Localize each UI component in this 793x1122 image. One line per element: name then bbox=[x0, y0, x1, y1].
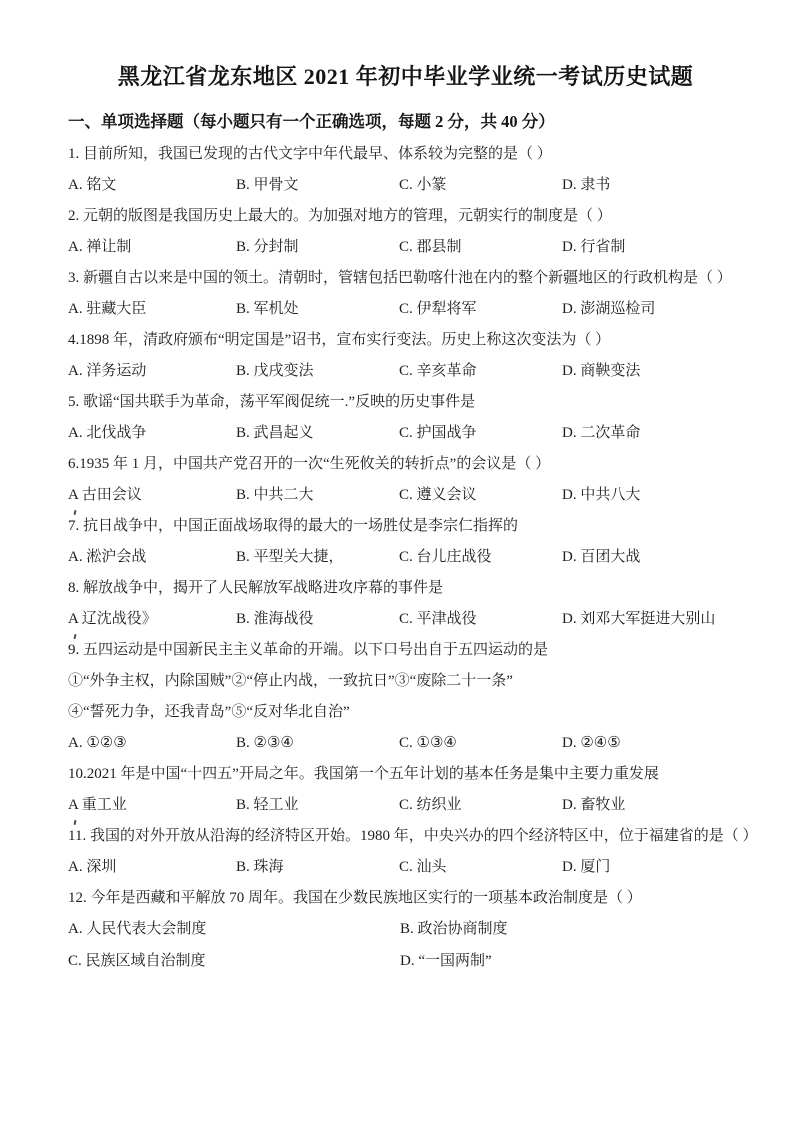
question-5-text: 5. 歌谣“国共联手为革命，荡平军阀促统一.”反映的历史事件是 bbox=[68, 394, 476, 410]
question-1-option-d: D. 隶书 bbox=[562, 177, 611, 193]
scan-speck bbox=[74, 634, 77, 639]
question-6-option-a: A 古田会议 bbox=[68, 487, 142, 503]
question-3-option-d: D. 澎湖巡检司 bbox=[562, 301, 656, 317]
question-7-options bbox=[68, 549, 743, 566]
question-7-option-b: B. 平型关大捷， bbox=[236, 549, 344, 565]
question-4 bbox=[68, 332, 743, 380]
question-3-option-c: C. 伊犁将军 bbox=[399, 301, 477, 317]
question-12-option-b: B. 政治协商制度 bbox=[400, 921, 508, 937]
question-7-option-c: C. 台儿庄战役 bbox=[399, 549, 492, 565]
question-3-option-b: B. 军机处 bbox=[236, 301, 299, 317]
question-7-option-d: D. 百团大战 bbox=[562, 549, 641, 565]
question-11-option-d: D. 厦门 bbox=[562, 859, 611, 875]
question-2-options bbox=[68, 239, 743, 256]
question-11-option-b: B. 珠海 bbox=[236, 859, 284, 875]
question-1-options bbox=[68, 177, 743, 194]
question-11 bbox=[68, 828, 758, 876]
question-7-option-a: A. 淞沪会战 bbox=[68, 549, 147, 565]
question-3-text: 3. 新疆自古以来是中国的领土。清朝时，管辖包括巴勒喀什池在内的整个新疆地区的行政机构是（ ） bbox=[68, 270, 732, 286]
question-4-option-d: D. 商鞅变法 bbox=[562, 363, 641, 379]
question-12-options bbox=[68, 921, 743, 970]
question-8 bbox=[68, 580, 743, 628]
question-9-statements-1: ①“外争主权，内除国贼”②“停止内战，一致抗日”③“废除二十一条” bbox=[68, 673, 513, 689]
question-4-option-b: B. 戊戌变法 bbox=[236, 363, 314, 379]
question-11-options bbox=[68, 859, 743, 876]
question-3 bbox=[68, 270, 743, 318]
question-10-option-c: C. 纺织业 bbox=[399, 797, 462, 813]
question-11-option-c: C. 汕头 bbox=[399, 859, 447, 875]
question-9-text: 9. 五四运动是中国新民主主义革命的开端。以下口号出自于五四运动的是 bbox=[68, 642, 549, 658]
question-9-options bbox=[68, 735, 743, 752]
question-4-text: 4.1898 年，清政府颁布“明定国是”诏书，宣布实行变法。历史上称这次变法为（ ） bbox=[68, 332, 611, 348]
question-3-options bbox=[68, 301, 743, 318]
question-12-option-a: A. 人民代表大会制度 bbox=[68, 921, 207, 937]
question-8-option-a: A 辽沈战役》 bbox=[68, 611, 157, 627]
page-title: 黑龙江省龙东地区 2021 年初中毕业学业统一考试历史试题 bbox=[117, 64, 694, 89]
question-5-option-a: A. 北伐战争 bbox=[68, 425, 147, 441]
question-1 bbox=[68, 146, 743, 194]
scan-speck bbox=[74, 510, 77, 515]
question-8-option-d: D. 刘邓大军挺进大别山 bbox=[562, 611, 716, 627]
question-list bbox=[68, 146, 758, 970]
question-2-option-a: A. 禅让制 bbox=[68, 239, 132, 255]
question-6 bbox=[68, 456, 743, 504]
question-5-option-d: D. 二次革命 bbox=[562, 425, 641, 441]
question-7-text: 7. 抗日战争中，中国正面战场取得的最大的一场胜仗是李宗仁指挥的 bbox=[68, 518, 519, 534]
question-4-option-c: C. 辛亥革命 bbox=[399, 363, 477, 379]
question-12 bbox=[68, 890, 743, 970]
question-8-option-c: C. 平津战役 bbox=[399, 611, 477, 627]
question-1-text: 1. 目前所知，我国已发现的古代文字中年代最早、体系较为完整的是（ ） bbox=[68, 146, 552, 162]
question-10 bbox=[68, 766, 743, 814]
question-6-text: 6.1935 年 1 月，中国共产党召开的一次“生死攸关的转折点”的会议是（ ） bbox=[68, 456, 551, 472]
question-2-option-b: B. 分封制 bbox=[236, 239, 299, 255]
question-9-option-a: A. ①②③ bbox=[68, 735, 127, 751]
question-1-option-b: B. 甲骨文 bbox=[236, 177, 299, 193]
question-1-option-c: C. 小篆 bbox=[399, 177, 447, 193]
question-2-option-c: C. 郡县制 bbox=[399, 239, 462, 255]
question-9-option-b: B. ②③④ bbox=[236, 735, 294, 751]
question-8-options bbox=[68, 611, 743, 628]
question-4-option-a: A. 洋务运动 bbox=[68, 363, 147, 379]
question-8-option-b: B. 淮海战役 bbox=[236, 611, 314, 627]
question-5-option-b: B. 武昌起义 bbox=[236, 425, 314, 441]
question-9-option-c: C. ①③④ bbox=[399, 735, 457, 751]
question-12-option-d: D. “一国两制” bbox=[400, 953, 492, 969]
scan-speck bbox=[74, 820, 77, 825]
question-4-options bbox=[68, 363, 743, 380]
question-10-option-a: A 重工业 bbox=[68, 797, 127, 813]
question-10-option-b: B. 轻工业 bbox=[236, 797, 299, 813]
question-10-options bbox=[68, 797, 743, 814]
question-12-option-c: C. 民族区域自治制度 bbox=[68, 953, 206, 969]
question-1-option-a: A. 铭文 bbox=[68, 177, 117, 193]
question-9-option-d: D. ②④⑤ bbox=[562, 735, 621, 751]
question-6-option-d: D. 中共八大 bbox=[562, 487, 641, 503]
section-heading: 一、单项选择题（每小题只有一个正确选项，每题 2 分，共 40 分） bbox=[68, 112, 555, 131]
question-6-option-b: B. 中共二大 bbox=[236, 487, 314, 503]
question-8-text: 8. 解放战争中，揭开了人民解放军战略进攻序幕的事件是 bbox=[68, 580, 444, 596]
question-5 bbox=[68, 394, 743, 442]
question-6-options bbox=[68, 487, 743, 504]
question-10-option-d: D. 畜牧业 bbox=[562, 797, 626, 813]
question-6-option-c: C. 遵义会议 bbox=[399, 487, 477, 503]
question-2-text: 2. 元朝的版图是我国历史上最大的。为加强对地方的管理，元朝实行的制度是（ ） bbox=[68, 208, 612, 224]
question-3-option-a: A. 驻藏大臣 bbox=[68, 301, 147, 317]
question-5-options bbox=[68, 425, 743, 442]
question-7 bbox=[68, 518, 743, 566]
question-11-text: 11. 我国的对外开放从沿海的经济特区开始。1980 年，中央兴办的四个经济特区中，位于福建省的是（ ） bbox=[68, 828, 758, 844]
question-9 bbox=[68, 642, 743, 752]
question-9-statements-2: ④“誓死力争，还我青岛”⑤“反对华北自治” bbox=[68, 704, 350, 720]
question-2-option-d: D. 行省制 bbox=[562, 239, 626, 255]
question-12-text: 12. 今年是西藏和平解放 70 周年。我国在少数民族地区实行的一项基本政治制度是（ ） bbox=[68, 890, 642, 906]
question-10-text: 10.2021 年是中国“十四五”开局之年。我国第一个五年计划的基本任务是集中主要力重发展 bbox=[68, 766, 659, 782]
question-11-option-a: A. 深圳 bbox=[68, 859, 117, 875]
question-5-option-c: C. 护国战争 bbox=[399, 425, 477, 441]
question-2 bbox=[68, 208, 743, 256]
